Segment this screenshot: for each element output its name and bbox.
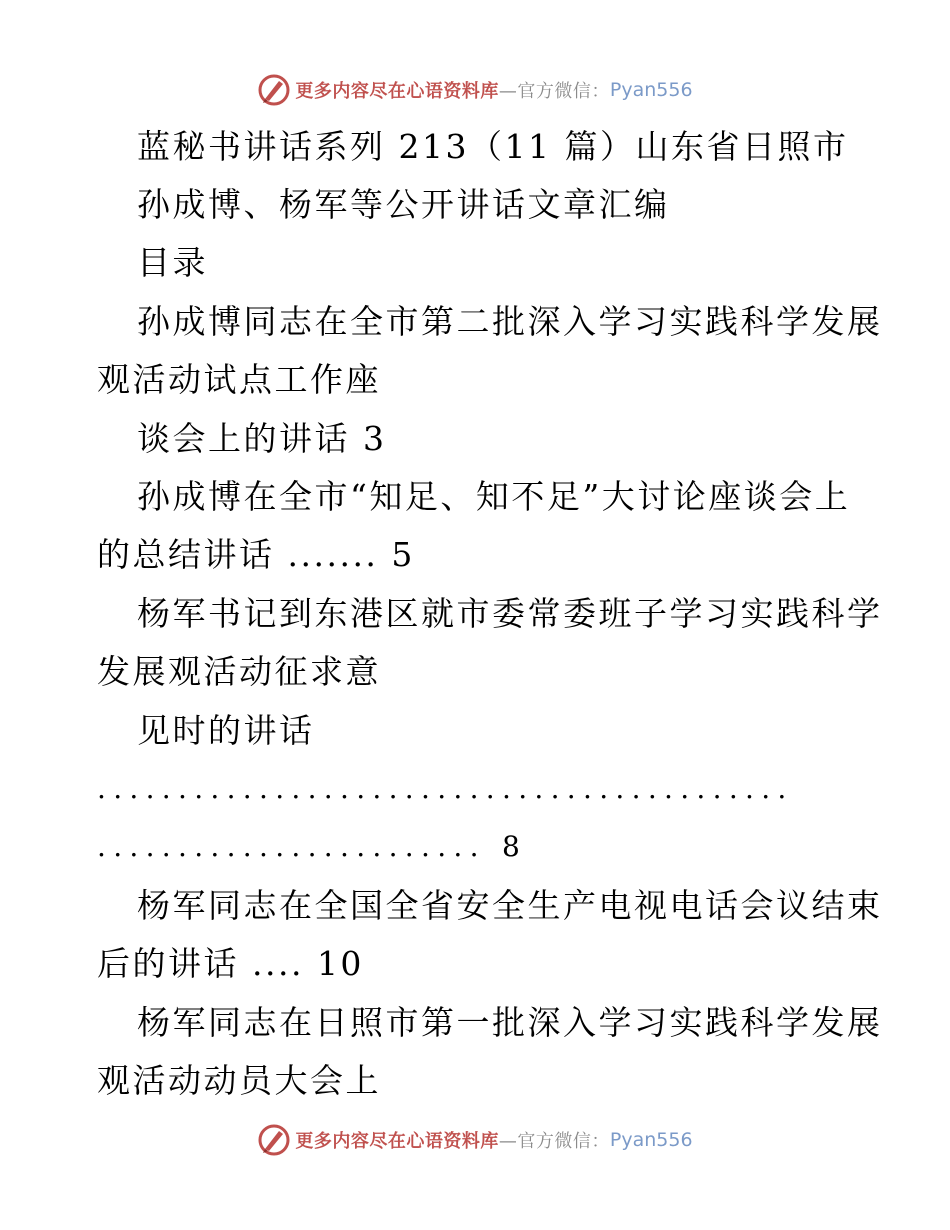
toc-entry-1-line-2: 观活动试点工作座 bbox=[97, 360, 381, 399]
footer-banner bbox=[0, 1120, 950, 1160]
toc-entry-2-line-1: 孙成博在全市“知足、知不足”大讨论座谈会上 bbox=[137, 477, 851, 516]
banner-site-text: 更多内容尽在心语资料库 bbox=[295, 81, 499, 102]
banner-wechat-label: —官方微信： bbox=[498, 1131, 610, 1152]
doc-title-line-1: 蓝秘书讲话系列 213（11 篇）山东省日照市 bbox=[137, 127, 849, 166]
toc-entry-2-line-2: 的总结讲话 ....... 5 bbox=[97, 535, 415, 574]
toc-entry-4-line-2: 后的讲话 .... 10 bbox=[97, 944, 364, 983]
doc-title-line-2: 孙成博、杨军等公开讲话文章汇编 bbox=[137, 185, 670, 224]
toc-entry-3-line-2: 发展观活动征求意 bbox=[97, 652, 381, 691]
banner-wechat-id: Pyan556 bbox=[609, 79, 693, 101]
toc-entry-3-page: ........................ 8 bbox=[97, 830, 528, 863]
toc-entry-1-line-3: 谈会上的讲话 3 bbox=[137, 419, 387, 458]
toc-entry-5-line-1: 杨军同志在日照市第一批深入学习实践科学发展 bbox=[137, 1003, 883, 1042]
toc-heading: 目录 bbox=[137, 243, 208, 282]
toc-entry-5-line-2: 观活动动员大会上 bbox=[97, 1061, 381, 1100]
pen-logo-icon bbox=[257, 1123, 291, 1157]
banner-site-text: 更多内容尽在心语资料库 bbox=[295, 1131, 499, 1152]
toc-entry-3-line-1: 杨军书记到东港区就市委常委班子学习实践科学 bbox=[137, 594, 883, 633]
toc-entry-1-line-1: 孙成博同志在全市第二批深入学习实践科学发展 bbox=[137, 302, 883, 341]
banner-wechat-id: Pyan556 bbox=[609, 1129, 693, 1151]
toc-entry-3-line-3: 见时的讲话 bbox=[137, 711, 315, 750]
toc-entry-3-dot-leader: ........................................... bbox=[97, 772, 794, 805]
toc-entry-4-line-1: 杨军同志在全国全省安全生产电视电话会议结束 bbox=[137, 886, 883, 925]
banner-wechat-label: —官方微信： bbox=[498, 81, 610, 102]
